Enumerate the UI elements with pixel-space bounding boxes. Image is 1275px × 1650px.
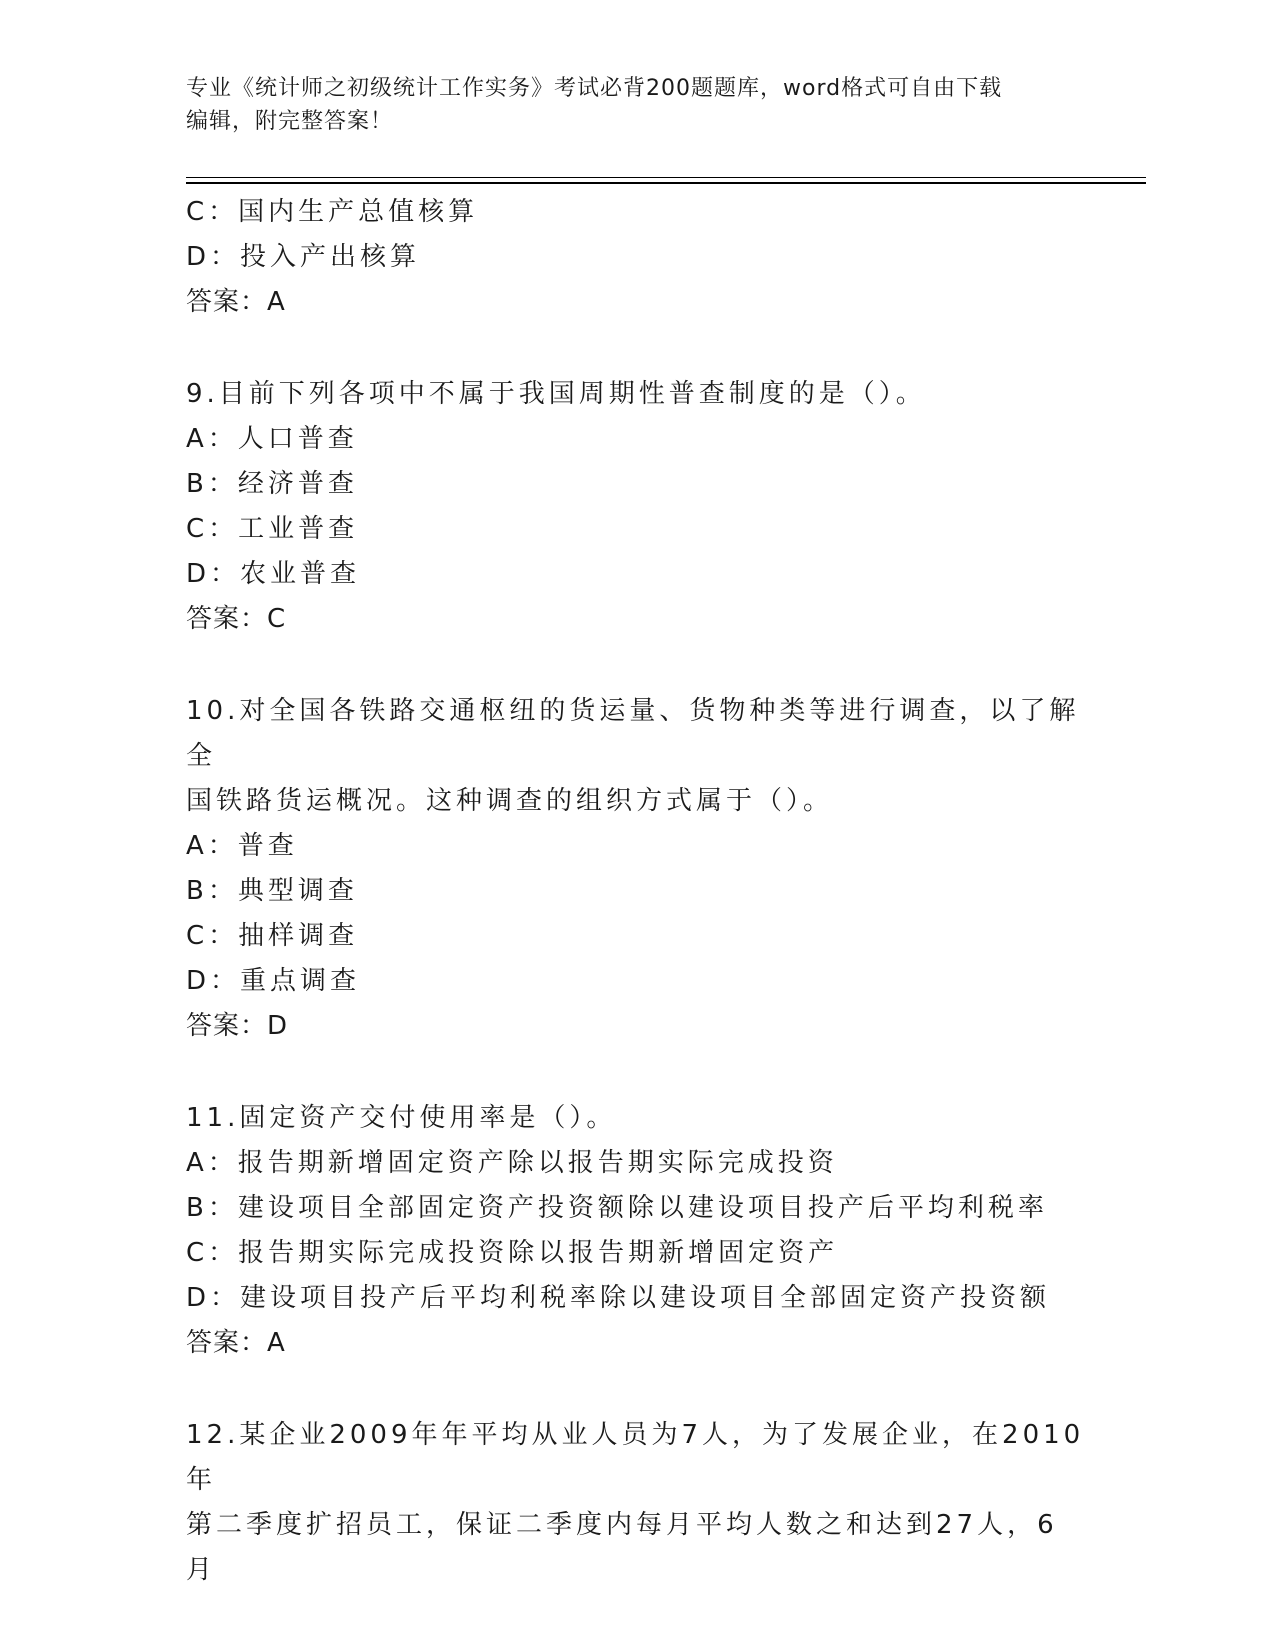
answer-line: 答案：A — [186, 1328, 286, 1358]
option-b: B：建设项目全部固定资产投资额除以建设项目投产后平均利税率 — [186, 1193, 1048, 1223]
header-line-2: 编辑，附完整答案！ — [186, 109, 394, 134]
question-9 — [186, 372, 1086, 642]
option-c: C：国内生产总值核算 — [186, 197, 479, 227]
header-line-1: 专业《统计师之初级统计工作实务》考试必背200题题库，word格式可自由下载 — [186, 76, 1003, 101]
page-header — [186, 72, 1066, 138]
question-stem: 11.固定资产交付使用率是（）。 — [186, 1103, 617, 1133]
question-stem: 9.目前下列各项中不属于我国周期性普查制度的是（）。 — [186, 379, 926, 409]
option-b: B：经济普查 — [186, 469, 358, 499]
option-d: D：农业普查 — [186, 559, 361, 589]
question-stem-line-1: 12.某企业2009年年平均从业人员为7人，为了发展企业，在2010年 — [186, 1420, 1085, 1495]
option-c: C：抽样调查 — [186, 921, 359, 951]
option-d: D：投入产出核算 — [186, 242, 421, 272]
question-8-continued — [186, 190, 1086, 325]
question-12 — [186, 1413, 1086, 1593]
option-b: B：典型调查 — [186, 876, 358, 906]
option-d: D：重点调查 — [186, 966, 361, 996]
question-10 — [186, 689, 1086, 1049]
question-stem-line-2: 第二季度扩招员工，保证二季度内每月平均人数之和达到27人，6月 — [186, 1510, 1058, 1585]
option-a: A：报告期新增固定资产除以报告期实际完成投资 — [186, 1148, 838, 1178]
question-11 — [186, 1096, 1086, 1366]
answer-line: 答案：A — [186, 287, 286, 317]
header-rule-thin — [186, 177, 1146, 178]
question-stem-line-2: 国铁路货运概况。这种调查的组织方式属于（）。 — [186, 786, 834, 816]
header-rule-thick — [186, 182, 1146, 184]
answer-line: 答案：C — [186, 604, 287, 634]
question-list — [186, 190, 1086, 1593]
option-c: C：报告期实际完成投资除以报告期新增固定资产 — [186, 1238, 839, 1268]
option-c: C：工业普查 — [186, 514, 359, 544]
option-a: A：普查 — [186, 831, 298, 861]
option-a: A：人口普查 — [186, 424, 358, 454]
question-stem-line-1: 10.对全国各铁路交通枢纽的货运量、货物种类等进行调查，以了解全 — [186, 696, 1080, 771]
answer-line: 答案：D — [186, 1011, 289, 1041]
option-d: D：建设项目投产后平均利税率除以建设项目全部固定资产投资额 — [186, 1283, 1051, 1313]
